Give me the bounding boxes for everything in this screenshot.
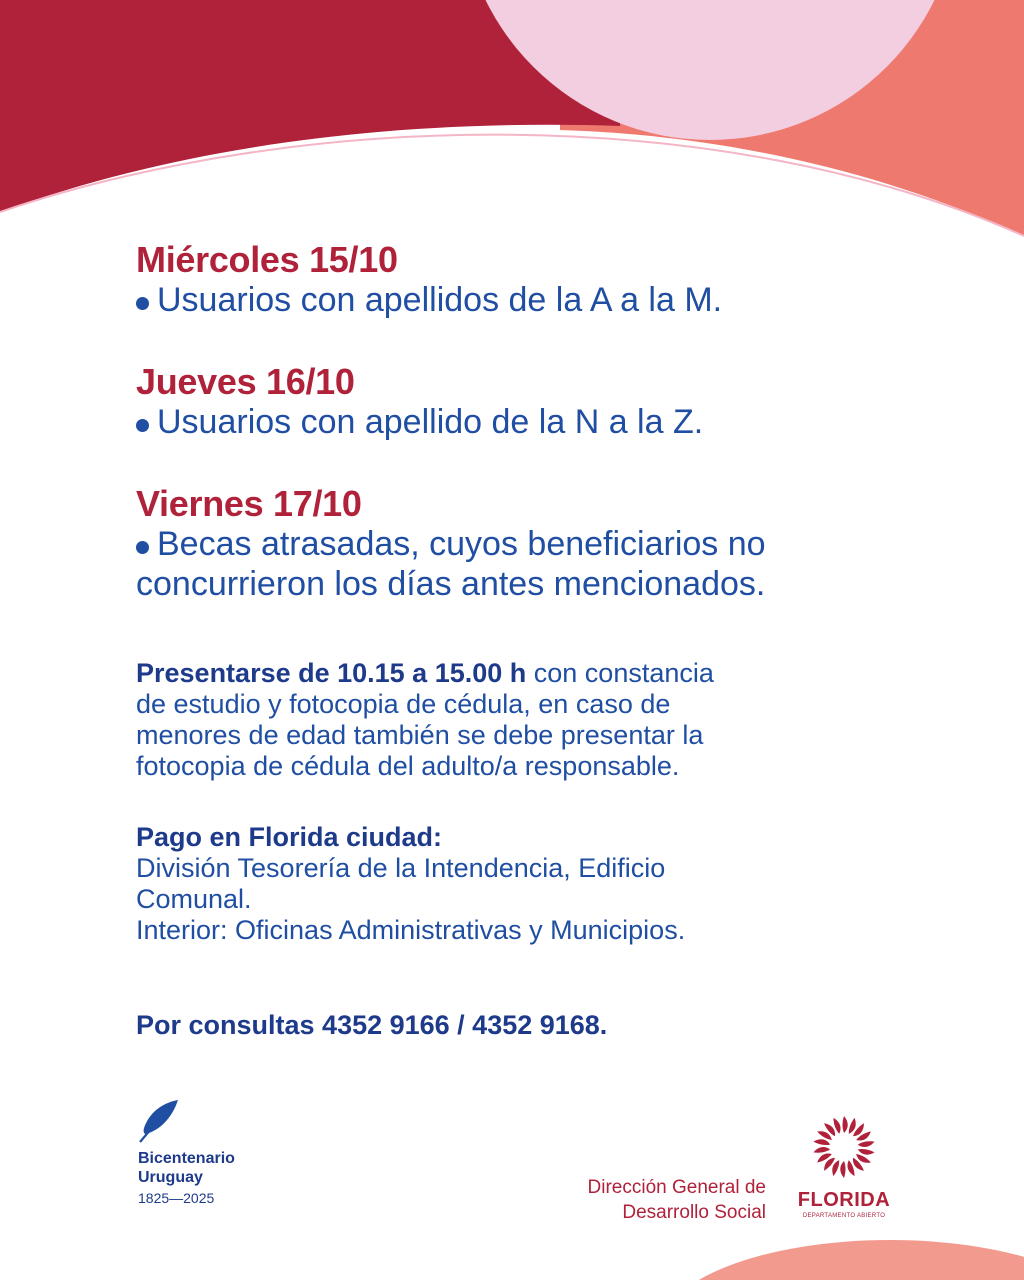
day-title: Jueves 16/10 (136, 361, 355, 402)
bullet-text: Usuarios con apellido de la N a la Z. (157, 403, 704, 441)
presentarse-line-1-rest: con constancia (526, 658, 714, 688)
schedule-wednesday (136, 240, 956, 320)
florida-name: FLORIDA (797, 1189, 891, 1211)
presentarse-line-1 (136, 658, 956, 689)
schedule-friday (136, 484, 956, 604)
presentarse-hours: Presentarse de 10.15 a 15.00 h (136, 658, 527, 688)
direccion-line-1: Dirección General de (587, 1177, 766, 1198)
bullet-text: Becas atrasadas, cuyos beneficiarios no (157, 525, 766, 563)
direccion-line-2: Desarrollo Social (622, 1202, 766, 1223)
bicentenario-years: 1825—2025 (138, 1190, 215, 1206)
main-content (136, 240, 956, 1041)
pago-line-1: División Tesorería de la Intendencia, Edificio (136, 853, 666, 883)
bullet-line (136, 280, 956, 320)
consultas-phone: Por consultas 4352 9166 / 4352 9168. (136, 1010, 608, 1040)
bullet-dot-icon (136, 297, 149, 310)
florida-logo (790, 1114, 898, 1219)
bullet-dot-icon (136, 419, 149, 432)
pago-line-2: Comunal. (136, 884, 252, 914)
bullet-text: Usuarios con apellidos de la A a la M. (157, 281, 723, 319)
bullet-line-continued: concurrieron los días antes mencionados. (136, 565, 766, 603)
feather-icon (138, 1098, 180, 1144)
bicentenario-title: Bicentenario (138, 1150, 235, 1167)
schedule-thursday (136, 362, 956, 442)
presentarse-line-4: fotocopia de cédula del adulto/a responsable. (136, 751, 680, 781)
bicentenario-country: Uruguay (138, 1169, 203, 1186)
pago-paragraph (136, 822, 956, 946)
florida-tagline: DEPARTAMENTO ABIERTO (802, 1213, 886, 1219)
pago-title: Pago en Florida ciudad: (136, 822, 443, 852)
bicentenario-logo (138, 1098, 235, 1207)
bullet-line (136, 524, 956, 564)
presentarse-paragraph (136, 658, 956, 782)
day-title: Viernes 17/10 (136, 483, 362, 524)
pago-line-3: Interior: Oficinas Administrativas y Municipios. (136, 915, 686, 945)
presentarse-line-2: de estudio y fotocopia de cédula, en caso de (136, 689, 671, 719)
florida-sun-logo-icon (811, 1114, 877, 1180)
presentarse-line-3: menores de edad también se debe presentar la (136, 720, 704, 750)
bullet-dot-icon (136, 541, 149, 554)
direccion-general (588, 1175, 766, 1225)
day-title: Miércoles 15/10 (136, 239, 398, 280)
bullet-line (136, 402, 956, 442)
